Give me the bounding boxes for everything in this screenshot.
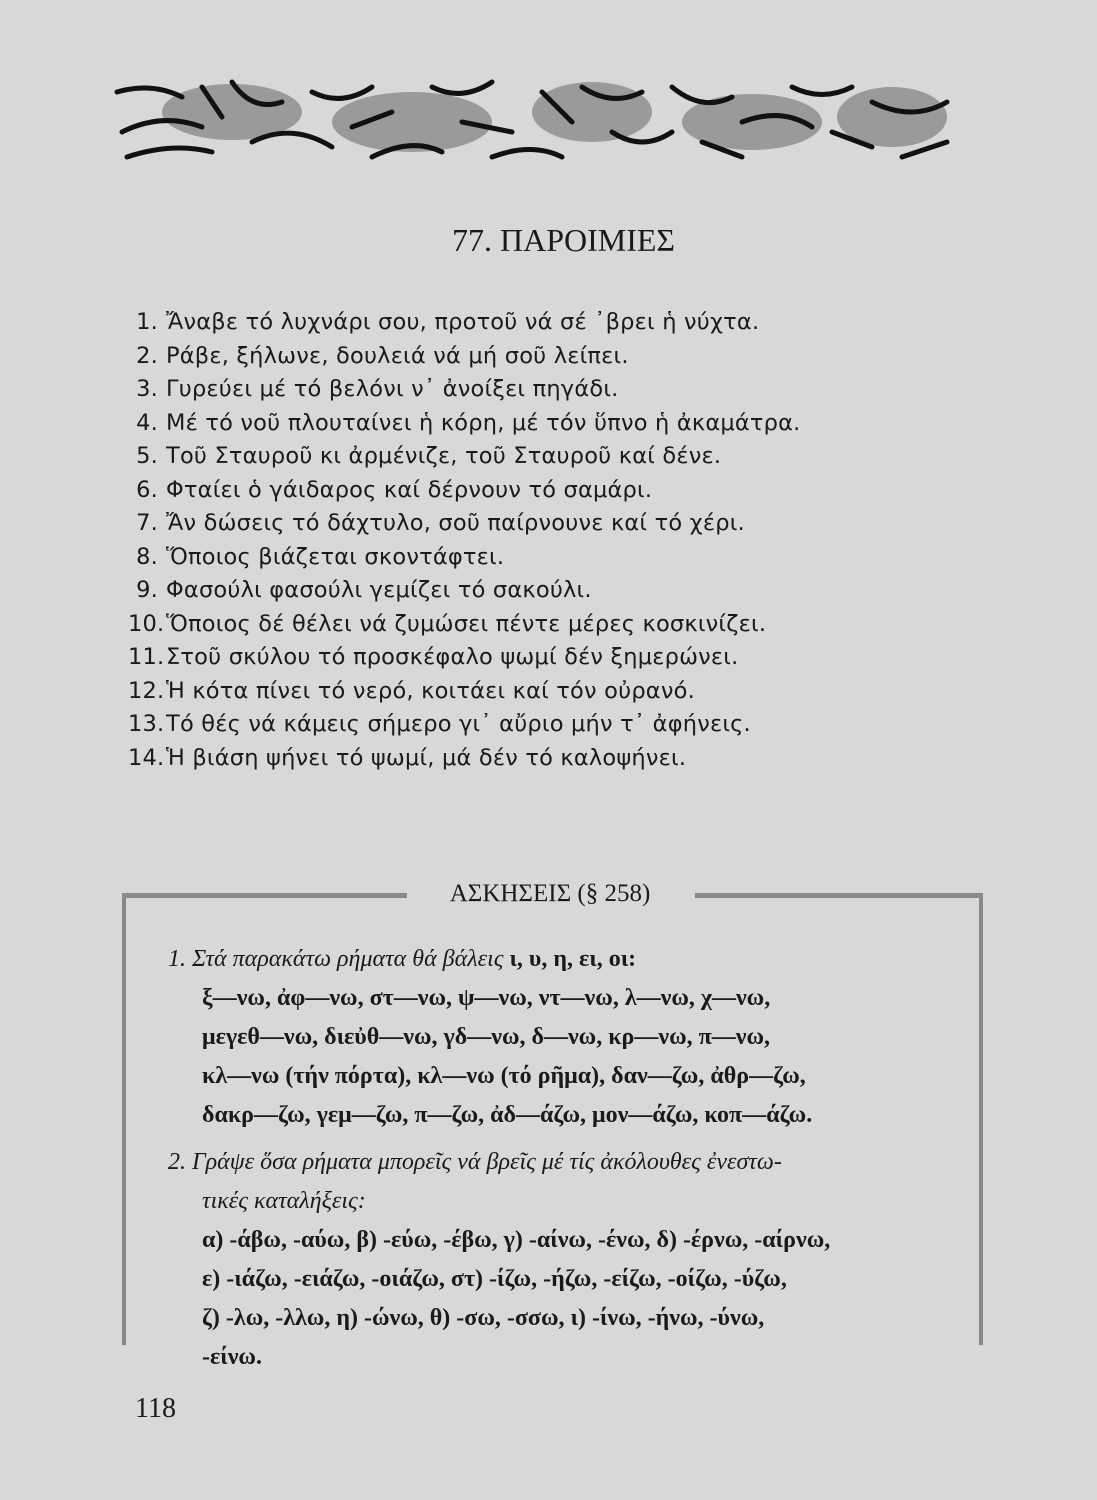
- proverb-item: [128, 541, 801, 575]
- proverb-number: 14.: [128, 744, 165, 771]
- exercise-1-line: μεγεθ—νω, διεὐθ—νω, γδ—νω, δ—νω, κρ—νω, π—νω,: [202, 1024, 771, 1050]
- proverb-text: Ράβε, ξήλωνε, δουλειά νά μή σοῦ λείπει.: [166, 342, 629, 369]
- proverb-number: 8.: [136, 543, 158, 570]
- exercise-2-instruction-cont: τικές καταλήξεις:: [202, 1188, 366, 1214]
- proverb-item: [128, 306, 801, 340]
- proverb-text: Φταίει ὁ γάιδαρος καί δέρνουν τό σαμάρι.: [166, 476, 653, 503]
- proverb-item: [128, 373, 801, 407]
- exercise-2-line: ε) -ιάζω, -ειάζω, -οιάζω, στ) -ίζω, -ήζω, -είζω, -οίζω, -ύζω,: [202, 1266, 787, 1292]
- box-border-right-segment: [695, 893, 983, 898]
- chapter-title: 77. ΠΑΡΟΙΜΙΕΣ: [451, 222, 676, 258]
- proverb-item: [128, 340, 801, 374]
- proverb-text: Τοῦ Σταυροῦ κι ἀρμένιζε, τοῦ Σταυροῦ καί δένε.: [166, 443, 722, 469]
- box-border-left-segment: [122, 893, 407, 898]
- proverb-text: Φασούλι φασούλι γεμίζει τό σακούλι.: [166, 577, 592, 603]
- proverb-text: Ὅποιος βιάζεται σκοντάφτει.: [166, 543, 505, 570]
- proverb-item: [128, 608, 801, 642]
- exercise-1-line: κλ—νω (τήν πόρτα), κλ—νω (τό ρῆμα), δαν—ζω, ἀθρ—ζω,: [202, 1063, 806, 1089]
- page-number: 118: [135, 1393, 176, 1424]
- proverb-item: [128, 407, 801, 441]
- proverb-text: Τό θές νά κάμεις σήμερο γι᾽ αὔριο μήν τ᾽ ἀφήνεις.: [166, 711, 751, 737]
- exercise-2: [168, 1143, 830, 1377]
- proverb-item: [128, 675, 801, 709]
- proverb-item: [128, 574, 801, 608]
- proverb-item: [128, 641, 801, 675]
- proverb-number: 6.: [136, 476, 158, 503]
- proverb-number: 10.: [128, 610, 165, 637]
- proverb-text: Ὅποιος δέ θέλει νά ζυμώσει πέντε μέρες κοσκινίζει.: [166, 610, 767, 637]
- proverb-number: 7.: [136, 510, 158, 536]
- exercise-2-line: -είνω.: [202, 1344, 262, 1370]
- proverb-text: Ἡ κότα πίνει τό νερό, κοιτάει καί τόν οὐρανό.: [166, 677, 695, 704]
- proverb-number: 4.: [136, 409, 158, 436]
- exercise-1-line: δακρ—ζω, γεμ—ζω, π—ζω, ἀδ—άζω, μον—άζω, κοπ—άζω.: [202, 1102, 813, 1128]
- proverb-number: 13.: [128, 711, 165, 737]
- proverb-number: 9.: [136, 577, 158, 603]
- proverb-text: Ἄναβε τό λυχνάρι σου, προτοῦ νά σέ ᾽βρει ἡ νύχτα.: [166, 309, 760, 335]
- exercise-2-line: α) -άβω, -αύω, β) -εύω, -έβω, γ) -αίνω, -ένω, δ) -έρνω, -αίρνω,: [202, 1227, 831, 1253]
- exercise-1: [168, 940, 812, 1135]
- exercise-1-instruction: Στά παρακάτω ρήματα θά βάλεις: [192, 946, 504, 972]
- proverb-item: [128, 474, 801, 508]
- proverb-number: 12.: [128, 677, 165, 704]
- proverb-number: 2.: [136, 342, 158, 369]
- proverb-text: Γυρεύει μέ τό βελόνι ν᾽ ἀνοίξει πηγάδι.: [166, 376, 619, 402]
- exercise-2-number: 2.: [168, 1149, 186, 1175]
- proverb-text: Μέ τό νοῦ πλουταίνει ἡ κόρη, μέ τόν ὕπνο ἡ ἀκαμάτρα.: [166, 409, 801, 436]
- proverb-number: 3.: [136, 376, 158, 402]
- proverb-item: [128, 507, 801, 541]
- proverb-text: Στοῦ σκύλου τό προσκέφαλο ψωμί δέν ξημερώνει.: [166, 644, 739, 670]
- exercise-2-instruction: Γράψε ὅσα ρήματα μπορεῖς νά βρεῖς μέ τίς ἀκόλουθες ἐνεστω-: [192, 1149, 782, 1175]
- exercise-1-number: 1.: [168, 946, 186, 972]
- proverb-text: Ἡ βιάση ψήνει τό ψωμί, μά δέν τό καλοψήνει.: [166, 744, 687, 771]
- proverb-text: Ἄν δώσεις τό δάχτυλο, σοῦ παίρνουνε καί τό χέρι.: [166, 510, 745, 536]
- exercises-title: ΑΣΚΗΣΕΙΣ (§ 258): [449, 880, 651, 907]
- proverbs-list: [128, 306, 801, 775]
- proverb-item: [128, 742, 801, 776]
- decorative-leaf-banner: [112, 72, 957, 168]
- exercise-1-letters: ι, υ, η, ει, οι:: [509, 946, 637, 972]
- proverb-number: 5.: [136, 443, 158, 469]
- proverb-item: [128, 708, 801, 742]
- proverb-item: [128, 440, 801, 474]
- exercise-1-line: ξ—νω, ἀφ—νω, στ—νω, ψ—νω, ντ—νω, λ—νω, χ—νω,: [202, 985, 771, 1011]
- proverb-number: 1.: [136, 309, 158, 335]
- proverb-number: 11.: [128, 644, 165, 670]
- exercise-2-line: ζ) -λω, -λλω, η) -ώνω, θ) -σω, -σσω, ι) -ίνω, -ήνω, -ύνω,: [202, 1305, 765, 1331]
